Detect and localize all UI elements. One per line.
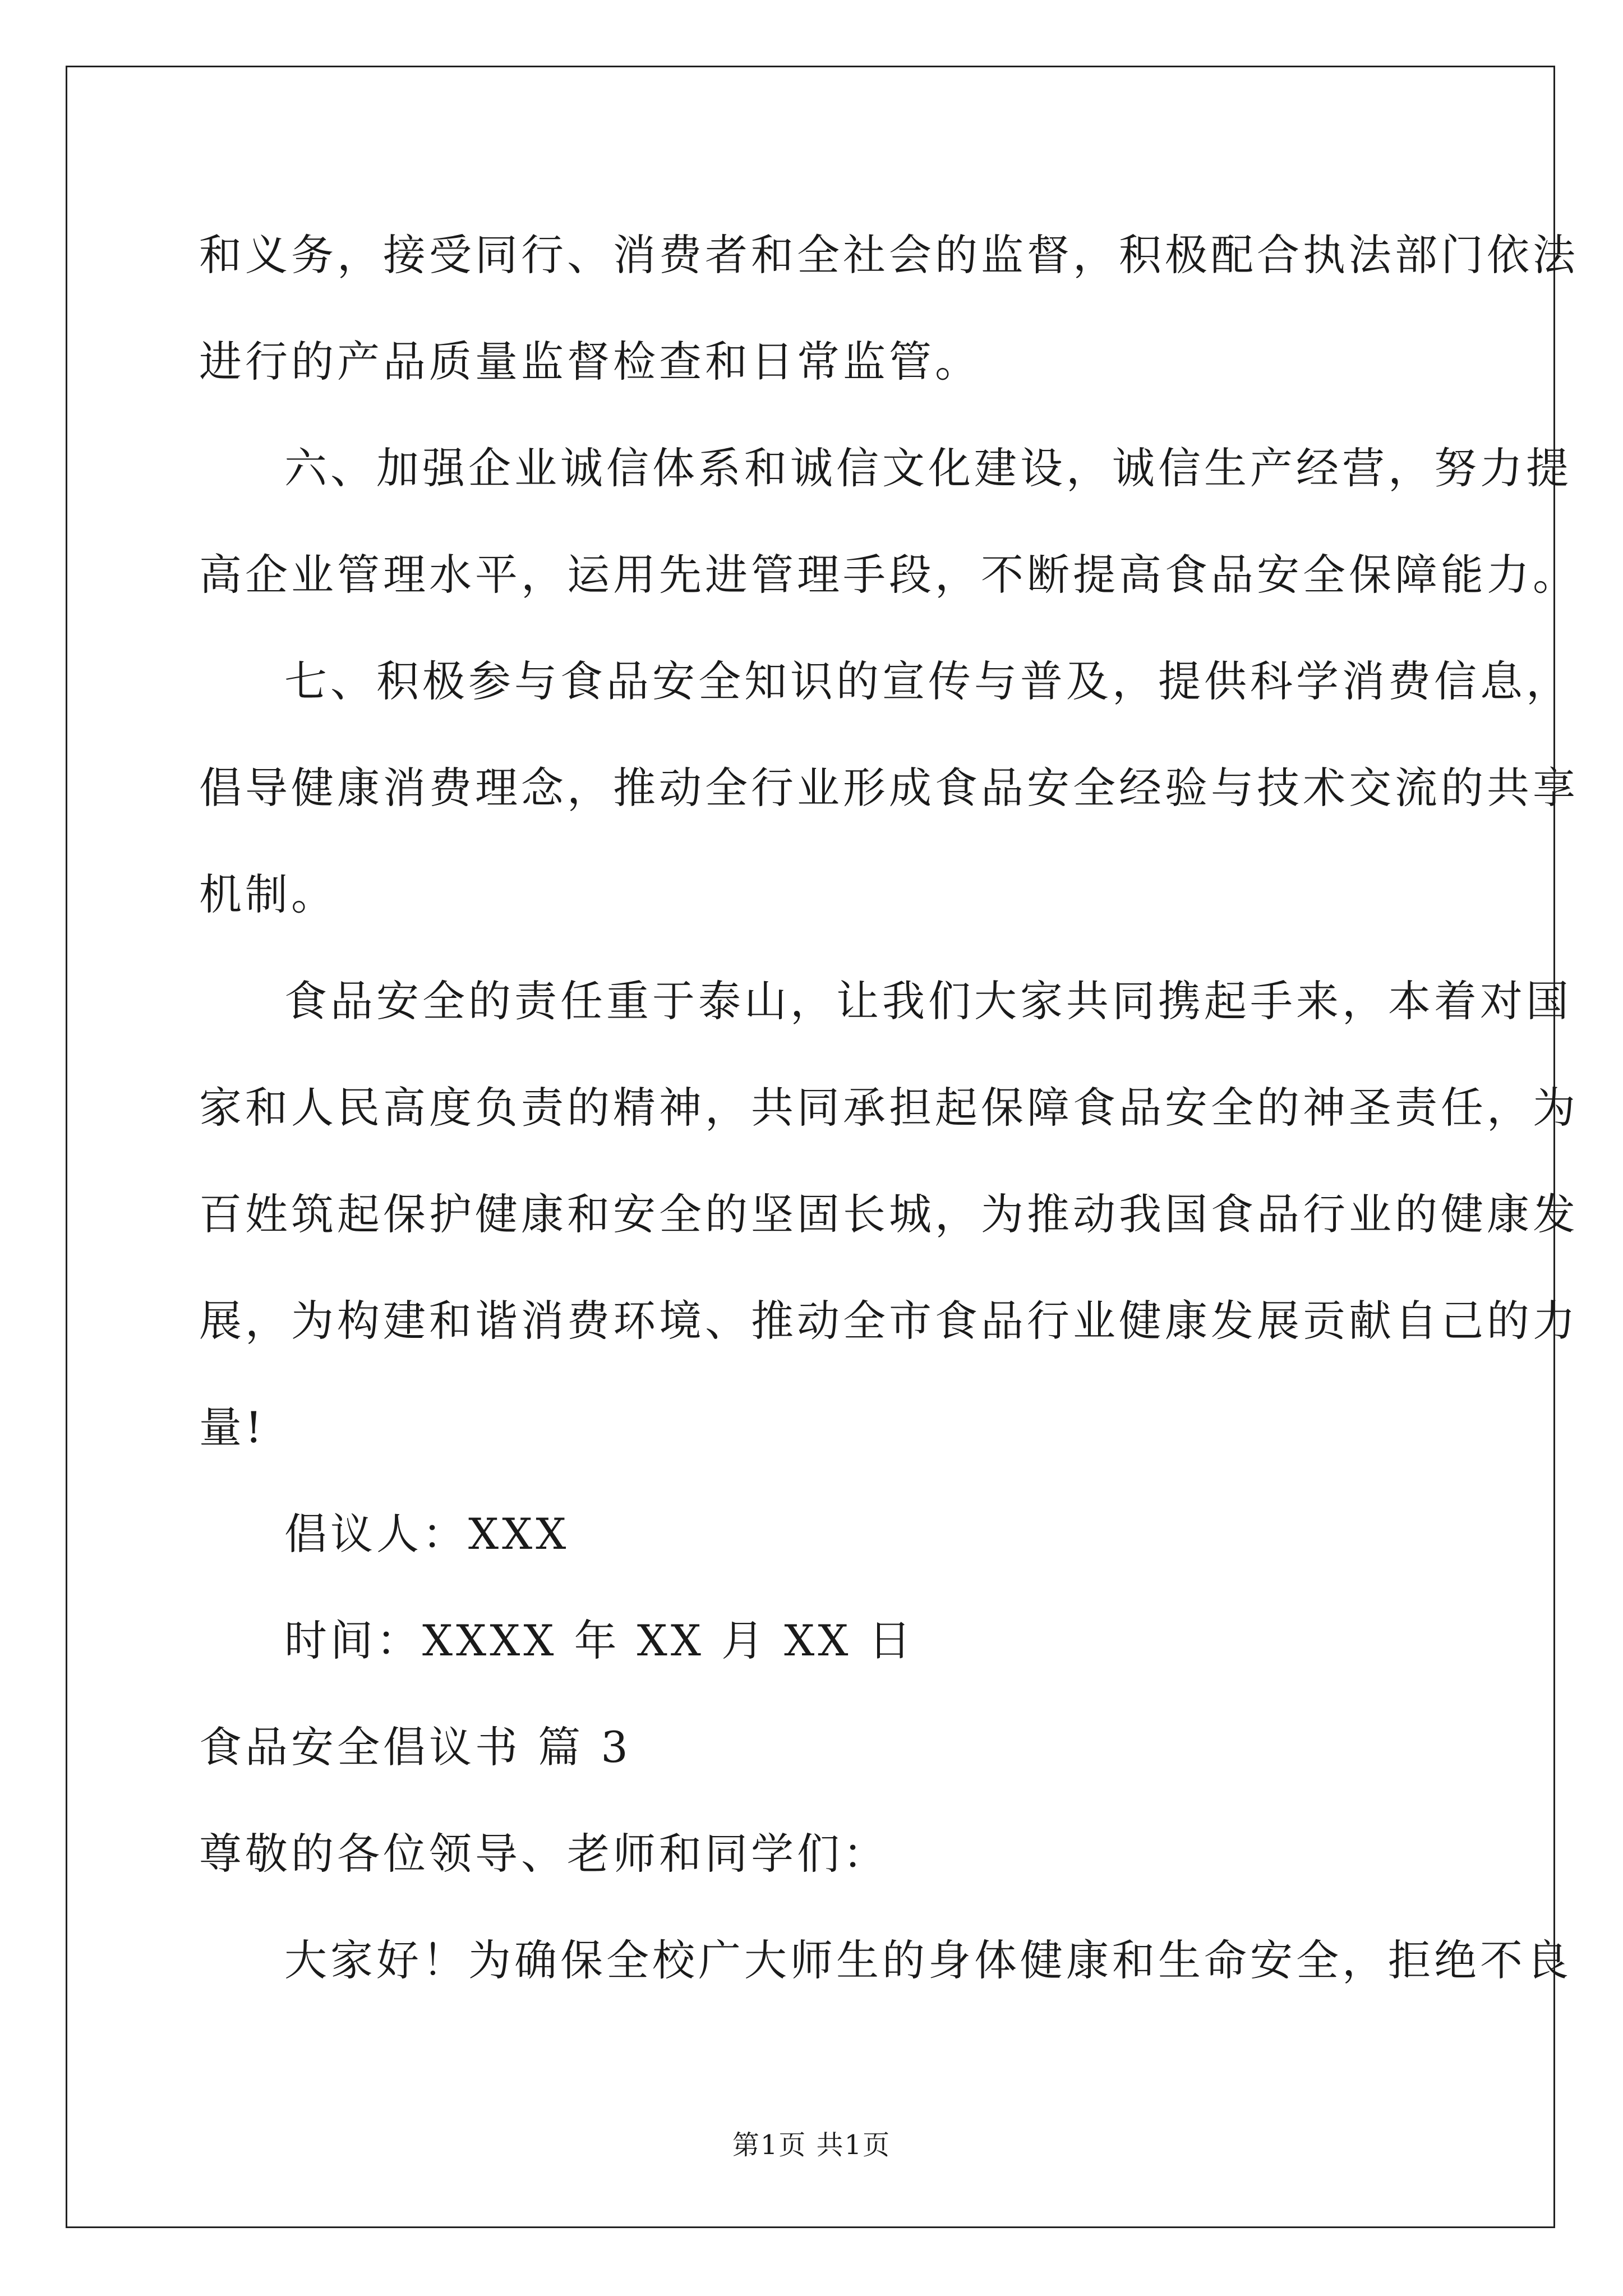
- text-line: 食品安全倡议书 篇 3: [199, 1722, 631, 1772]
- salutation: [199, 1801, 1427, 1907]
- date-line: [199, 1588, 1427, 1694]
- greeting-paragraph: [199, 1907, 1572, 2014]
- text-line: 倡议人：XXX: [284, 1509, 570, 1559]
- text-line: 七、积极参与食品安全知识的宣传与普及，提供科学消费信息，: [284, 656, 1572, 706]
- text-line: 时间：XXXX 年 XX 月 XX 日: [284, 1616, 915, 1665]
- paragraph-4: [199, 948, 1579, 1481]
- paragraph-1: [199, 202, 1579, 415]
- text-line: 百姓筑起保护健康和安全的坚固长城，为推动我国食品行业的健康发: [199, 1189, 1579, 1239]
- text-line: 大家好！为确保全校广大师生的身体健康和生命安全，拒绝不良: [284, 1935, 1572, 1985]
- paragraph-2: [199, 415, 1579, 628]
- section-title: [199, 1694, 1427, 1801]
- document-body: [199, 202, 1579, 2014]
- initiator-line: [199, 1481, 1427, 1588]
- text-line: 和义务，接受同行、消费者和全社会的监督，积极配合执法部门依法: [199, 230, 1579, 280]
- text-line: 尊敬的各位领导、老师和同学们：: [199, 1829, 889, 1879]
- paragraph-3: [199, 628, 1579, 948]
- text-line: 量!: [199, 1402, 266, 1452]
- text-line: 展，为构建和谐消费环境、推动全市食品行业健康发展贡献自己的力: [199, 1296, 1579, 1346]
- text-line: 六、加强企业诚信体系和诚信文化建设，诚信生产经营，努力提: [284, 443, 1572, 493]
- text-line: 家和人民高度负责的精神，共同承担起保障食品安全的神圣责任，为: [199, 1083, 1579, 1133]
- text-line: 倡导健康消费理念，推动全行业形成食品安全经验与技术交流的共享: [199, 763, 1579, 813]
- text-line: 食品安全的责任重于泰山，让我们大家共同携起手来，本着对国: [284, 976, 1572, 1026]
- text-line: 机制。: [199, 869, 337, 919]
- text-line: 高企业管理水平，运用先进管理手段，不断提高食品安全保障能力。: [199, 550, 1579, 600]
- page-footer: 第1页 共1页: [732, 2129, 891, 2161]
- text-line: 进行的产品质量监督检查和日常监管。: [199, 337, 981, 386]
